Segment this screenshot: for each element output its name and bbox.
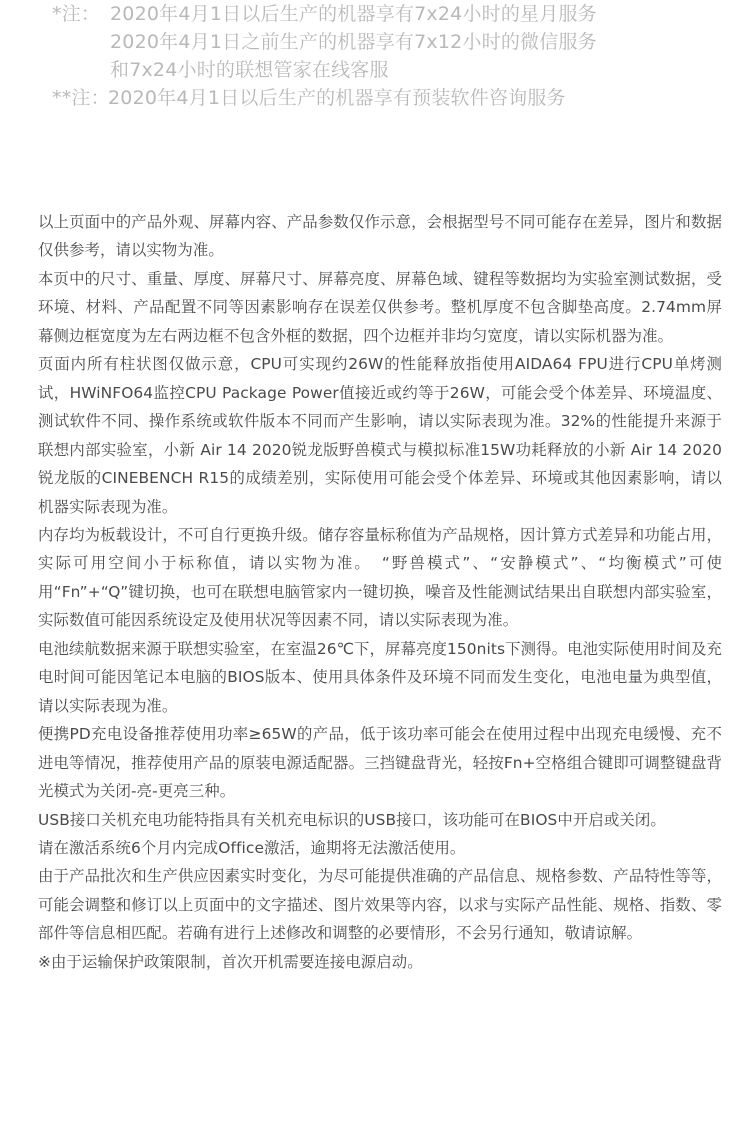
disclaimer-paragraph: 以上页面中的产品外观、屏幕内容、产品参数仅作示意，会根据型号不同可能存在差异，图片和数据仅供参考，请以实物为准。 — [38, 213, 722, 260]
disclaimer-paragraph: 内存均为板载设计，不可自行更换升级。储存容量标称值为产品规格，因计算方式差异和功能占用，实际可用空间小于标称值，请以实物为准。 “野兽模式”、“安静模式”、“均衡模式”可使用“Fn”+“Q”键切换，也可在联想电脑管家内一键切换，噪音及性能测试结果出自联想内部实验室，实际数值可能因系统设定及使用状况等因素不同，请以实际表现为准。 — [38, 525, 722, 630]
disclaimer-paragraph: 电池续航数据来源于联想实验室，在室温26℃下，屏幕亮度150nits下测得。电池实际使用时间及充电时间可能因笔记本电脑的BIOS版本、使用具体条件及环境不同而发生变化，电池电量为典型值，请以实际表现为准。 — [38, 639, 722, 715]
disclaimer-paragraph: 请在激活系统6个月内完成Office激活，逾期将无法激活使用。 — [38, 838, 466, 857]
note-text: 和7x24小时的联想管家在线客服 — [110, 59, 389, 81]
disclaimer-paragraph: 便携PD充电设备推荐使用功率≥65W的产品，低于该功率可能会在使用过程中出现充电缓慢、充不进电等情况，推荐使用产品的原装电源适配器。三挡键盘背光，轻按Fn+空格组合键即可调整键盘背光模式为关闭-亮-更亮三种。 — [38, 725, 722, 801]
disclaimer-paragraph: ※由于运输保护政策限制，首次开机需要连接电源启动。 — [38, 952, 423, 971]
disclaimer-section — [38, 208, 722, 976]
note-text: 2020年4月1日以后生产的机器享有预装软件咨询服务 — [108, 87, 566, 109]
service-note — [52, 84, 752, 112]
disclaimer-paragraph: 由于产品批次和生产供应因素实时变化，为尽可能提供准确的产品信息、规格参数、产品特性等等，可能会调整和修订以上页面中的文字描述、图片效果等内容，以求与实际产品性能、规格、指数、零部件等信息相匹配。若确有进行上述修改和调整的必要情形，不会另行通知，敬请谅解。 — [38, 867, 722, 943]
note-text: 2020年4月1日以后生产的机器享有7x24小时的星月服务 — [110, 3, 597, 25]
service-note — [52, 0, 752, 28]
service-note — [52, 28, 752, 56]
disclaimer-paragraph: 本页中的尺寸、重量、厚度、屏幕尺寸、屏幕亮度、屏幕色域、键程等数据均为实验室测试数据，受环境、材料、产品配置不同等因素影响存在误差仅供参考。整机厚度不包含脚垫高度。2.74mm屏幕侧边框宽度为左右两边框不包含外框的数据，四个边框并非均匀宽度，请以实际机器为准。 — [38, 269, 722, 345]
disclaimer-paragraph: 页面内所有柱状图仅做示意，CPU可实现约26W的性能释放指使用AIDA64 FPU进行CPU单烤测试，HWiNFO64监控CPU Package Power值接近或约等于26W，可能会受个体差异、环境温度、测试软件不同、操作系统或软件版本不同而产生影响，请以实际表现为准。32%的性能提升来源于联想内部实验室，小新 Air 14 2020锐龙版野兽模式与模拟标准15W功耗释放的小新 Air 14 2020锐龙版的CINEBENCH R15的成绩差别，实际使用可能会受个体差异、环境或其他因素影响，请以机器实际表现为准。 — [38, 355, 722, 516]
note-marker: **注： — [52, 87, 110, 109]
note-text: 2020年4月1日之前生产的机器享有7x12小时的微信服务 — [110, 31, 597, 53]
service-notes — [52, 0, 752, 112]
disclaimer-paragraph: USB接口关机充电功能特指具有关机充电标识的USB接口，该功能可在BIOS中开启或关闭。 — [38, 810, 666, 829]
service-note — [52, 56, 752, 84]
note-marker: *注： — [52, 3, 101, 25]
